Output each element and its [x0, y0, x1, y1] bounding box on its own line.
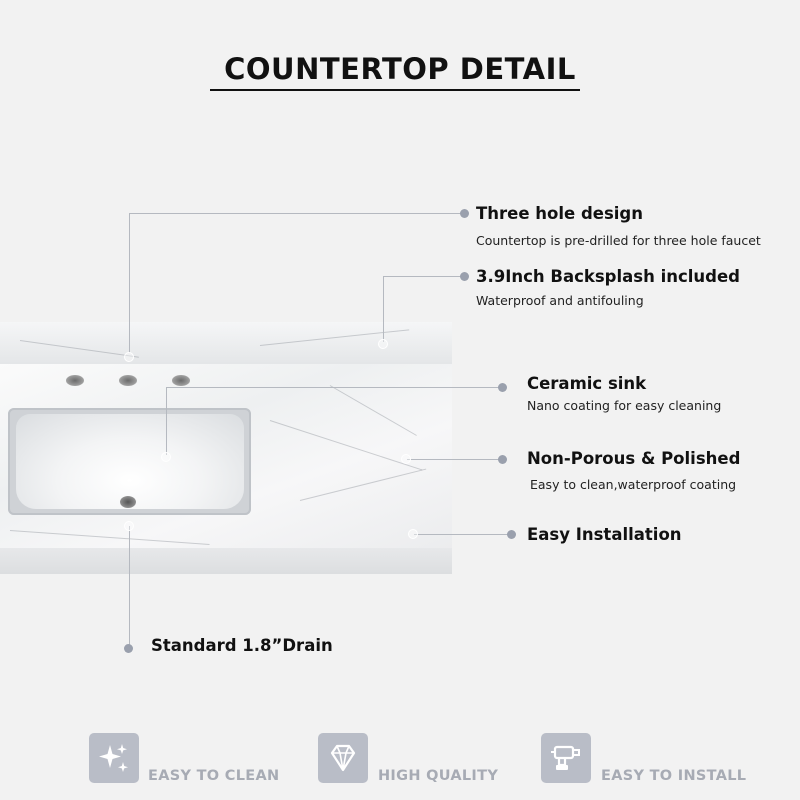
callout-three-hole-subtitle: Countertop is pre-drilled for three hole faucet — [476, 233, 761, 248]
callout-dot — [460, 272, 469, 281]
callout-backsplash-title: 3.9Inch Backsplash included — [476, 267, 740, 286]
page-title: COUNTERTOP DETAIL — [224, 52, 576, 86]
faucet-hole — [66, 375, 84, 386]
callout-sink-subtitle: Nano coating for easy cleaning — [527, 398, 722, 413]
sink-bowl — [16, 414, 244, 509]
callout-line — [383, 276, 464, 277]
callout-drain-title: Standard 1.8”Drain — [151, 636, 333, 655]
callout-line — [129, 213, 130, 353]
diamond-icon — [318, 733, 368, 783]
callout-three-hole-title: Three hole design — [476, 204, 643, 223]
callout-line — [166, 387, 500, 388]
drain-hole — [120, 496, 136, 508]
callout-marker — [124, 352, 134, 362]
callout-marker — [161, 452, 171, 462]
callout-line — [383, 276, 384, 342]
callout-line — [129, 526, 130, 648]
title-underline — [210, 89, 580, 91]
callout-backsplash-subtitle: Waterproof and antifouling — [476, 293, 644, 308]
callout-marker — [124, 521, 134, 531]
callout-marker — [408, 529, 418, 539]
callout-line — [414, 534, 510, 535]
feature-high-quality: HIGH QUALITY — [378, 768, 499, 784]
feature-easy-to-install: EASY TO INSTALL — [601, 768, 747, 784]
callout-line — [166, 387, 167, 455]
countertop-front-edge — [0, 548, 452, 574]
callout-dot — [460, 209, 469, 218]
callout-line — [129, 213, 464, 214]
callout-dot — [124, 644, 133, 653]
callout-marker — [378, 339, 388, 349]
sparkle-icon — [89, 733, 139, 783]
drill-icon — [541, 733, 591, 783]
callout-dot — [507, 530, 516, 539]
feature-easy-to-clean: EASY TO CLEAN — [148, 768, 280, 784]
faucet-hole — [119, 375, 137, 386]
faucet-hole — [172, 375, 190, 386]
callout-dot — [498, 383, 507, 392]
callout-dot — [498, 455, 507, 464]
callout-line — [407, 459, 502, 460]
callout-nonporous-title: Non-Porous & Polished — [527, 449, 741, 468]
callout-nonporous-subtitle: Easy to clean,waterproof coating — [530, 477, 737, 492]
callout-sink-title: Ceramic sink — [527, 374, 647, 393]
callout-installation-title: Easy Installation — [527, 525, 682, 544]
callout-marker — [401, 454, 411, 464]
